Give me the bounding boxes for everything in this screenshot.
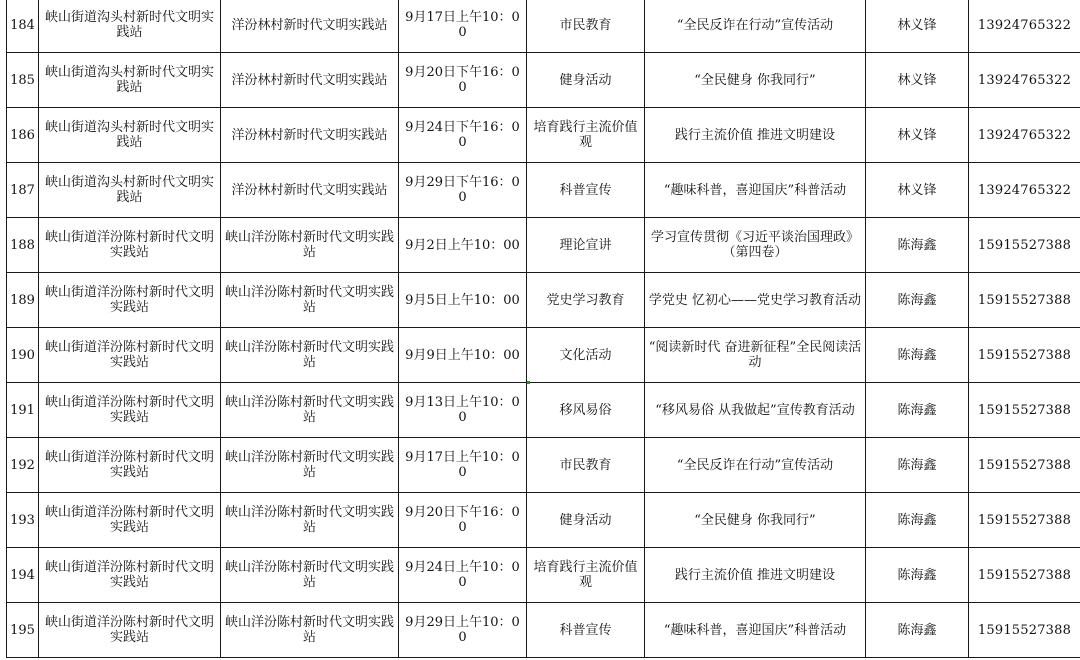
activity-cell[interactable]: 学习宣传贯彻《习近平谈治国理政》（第四卷）: [645, 218, 866, 273]
category-cell[interactable]: 健身活动: [527, 493, 645, 548]
site-name-cell[interactable]: 峡山洋汾陈村新时代文明实践站: [221, 383, 399, 438]
table-row: [7, 53, 1080, 108]
site-name-cell[interactable]: 洋汾林村新时代文明实践站: [221, 53, 399, 108]
contact-person-cell[interactable]: 陈海鑫: [866, 548, 969, 603]
time-cell[interactable]: 9月17日上午10：00: [399, 0, 527, 53]
town-station-cell[interactable]: 峡山街道洋汾陈村新时代文明实践站: [39, 548, 221, 603]
contact-person-cell[interactable]: 林义锋: [866, 163, 969, 218]
town-station-cell[interactable]: 峡山街道洋汾陈村新时代文明实践站: [39, 493, 221, 548]
category-cell[interactable]: 科普宣传: [527, 603, 645, 658]
contact-person-cell[interactable]: 陈海鑫: [866, 438, 969, 493]
table-row: [7, 273, 1080, 328]
category-cell[interactable]: 市民教育: [527, 438, 645, 493]
row-number-cell[interactable]: 195: [7, 603, 39, 658]
row-number-cell[interactable]: 193: [7, 493, 39, 548]
row-number-cell[interactable]: 190: [7, 328, 39, 383]
site-name-cell[interactable]: 峡山洋汾陈村新时代文明实践站: [221, 218, 399, 273]
activity-cell[interactable]: “全民健身 你我同行”: [645, 493, 866, 548]
row-number-cell[interactable]: 186: [7, 108, 39, 163]
town-station-cell[interactable]: 峡山街道沟头村新时代文明实践站: [39, 108, 221, 163]
table-row: [7, 108, 1080, 163]
site-name-cell[interactable]: 洋汾林村新时代文明实践站: [221, 163, 399, 218]
row-number-cell[interactable]: 184: [7, 0, 39, 53]
contact-person-cell[interactable]: 林义锋: [866, 108, 969, 163]
time-cell[interactable]: 9月5日上午10：00: [399, 273, 527, 328]
town-station-cell[interactable]: 峡山街道洋汾陈村新时代文明实践站: [39, 218, 221, 273]
activity-cell[interactable]: “趣味科普，喜迎国庆”科普活动: [645, 603, 866, 658]
row-number-cell[interactable]: 192: [7, 438, 39, 493]
category-cell[interactable]: 移风易俗: [527, 383, 645, 438]
table-row: [7, 603, 1080, 658]
time-cell[interactable]: 9月17日上午10：00: [399, 438, 527, 493]
town-station-cell[interactable]: 峡山街道洋汾陈村新时代文明实践站: [39, 328, 221, 383]
activity-cell[interactable]: “移风易俗 从我做起”宣传教育活动: [645, 383, 866, 438]
row-number-cell[interactable]: 194: [7, 548, 39, 603]
table-row: [7, 0, 1080, 53]
contact-person-cell[interactable]: 陈海鑫: [866, 493, 969, 548]
row-number-cell[interactable]: 191: [7, 383, 39, 438]
table-row: [7, 218, 1080, 273]
phone-cell[interactable]: 13924765322: [969, 53, 1080, 108]
phone-cell[interactable]: 15915527388: [969, 493, 1080, 548]
site-name-cell[interactable]: 洋汾林村新时代文明实践站: [221, 0, 399, 53]
row-number-cell[interactable]: 185: [7, 53, 39, 108]
time-cell[interactable]: 9月24日下午16：00: [399, 108, 527, 163]
town-station-cell[interactable]: 峡山街道洋汾陈村新时代文明实践站: [39, 603, 221, 658]
town-station-cell[interactable]: 峡山街道沟头村新时代文明实践站: [39, 53, 221, 108]
town-station-cell[interactable]: 峡山街道洋汾陈村新时代文明实践站: [39, 383, 221, 438]
phone-cell[interactable]: 13924765322: [969, 0, 1080, 53]
contact-person-cell[interactable]: 陈海鑫: [866, 603, 969, 658]
table-row: [7, 383, 1080, 438]
contact-person-cell[interactable]: 陈海鑫: [866, 273, 969, 328]
table-row: [7, 548, 1080, 603]
category-cell[interactable]: 市民教育: [527, 0, 645, 53]
town-station-cell[interactable]: 峡山街道洋汾陈村新时代文明实践站: [39, 438, 221, 493]
phone-cell[interactable]: 15915527388: [969, 273, 1080, 328]
category-cell[interactable]: 理论宣讲: [527, 218, 645, 273]
contact-person-cell[interactable]: 林义锋: [866, 0, 969, 53]
phone-cell[interactable]: 15915527388: [969, 548, 1080, 603]
town-station-cell[interactable]: 峡山街道沟头村新时代文明实践站: [39, 0, 221, 53]
time-cell[interactable]: 9月20日下午16：00: [399, 53, 527, 108]
activity-cell[interactable]: “全民反诈在行动”宣传活动: [645, 438, 866, 493]
time-cell[interactable]: 9月9日上午10：00: [399, 328, 527, 383]
phone-cell[interactable]: 13924765322: [969, 163, 1080, 218]
table-row: [7, 328, 1080, 383]
town-station-cell[interactable]: 峡山街道洋汾陈村新时代文明实践站: [39, 273, 221, 328]
phone-cell[interactable]: 13924765322: [969, 108, 1080, 163]
site-name-cell[interactable]: 峡山洋汾陈村新时代文明实践站: [221, 328, 399, 383]
time-cell[interactable]: 9月29日上午10：00: [399, 603, 527, 658]
time-cell[interactable]: 9月2日上午10：00: [399, 218, 527, 273]
site-name-cell[interactable]: 峡山洋汾陈村新时代文明实践站: [221, 493, 399, 548]
contact-person-cell[interactable]: 陈海鑫: [866, 218, 969, 273]
phone-cell[interactable]: 15915527388: [969, 383, 1080, 438]
category-cell[interactable]: 党史学习教育: [527, 273, 645, 328]
activity-cell[interactable]: 践行主流价值 推进文明建设: [645, 108, 866, 163]
site-name-cell[interactable]: 峡山洋汾陈村新时代文明实践站: [221, 438, 399, 493]
site-name-cell[interactable]: 峡山洋汾陈村新时代文明实践站: [221, 273, 399, 328]
contact-person-cell[interactable]: 陈海鑫: [866, 383, 969, 438]
time-cell[interactable]: 9月13日上午10：00: [399, 383, 527, 438]
category-cell[interactable]: 科普宣传: [527, 163, 645, 218]
phone-cell[interactable]: 15915527388: [969, 218, 1080, 273]
table-row: [7, 438, 1080, 493]
time-cell[interactable]: 9月29日下午16：00: [399, 163, 527, 218]
table-row: [7, 493, 1080, 548]
time-cell[interactable]: 9月24日上午10：00: [399, 548, 527, 603]
site-name-cell[interactable]: 峡山洋汾陈村新时代文明实践站: [221, 603, 399, 658]
contact-person-cell[interactable]: 陈海鑫: [866, 328, 969, 383]
phone-cell[interactable]: 15915527388: [969, 438, 1080, 493]
phone-cell[interactable]: 15915527388: [969, 603, 1080, 658]
schedule-table: [6, 0, 1080, 658]
activity-cell[interactable]: 学党史 忆初心——党史学习教育活动: [645, 273, 866, 328]
activity-cell[interactable]: “阅读新时代 奋进新征程”全民阅读活动: [645, 328, 866, 383]
category-cell[interactable]: 培育践行主流价值观: [527, 108, 645, 163]
row-number-cell[interactable]: 188: [7, 218, 39, 273]
site-name-cell[interactable]: 峡山洋汾陈村新时代文明实践站: [221, 548, 399, 603]
category-cell[interactable]: 健身活动: [527, 53, 645, 108]
row-number-cell[interactable]: 189: [7, 273, 39, 328]
category-cell[interactable]: 文化活动: [527, 328, 645, 383]
activity-cell[interactable]: “趣味科普，喜迎国庆”科普活动: [645, 163, 866, 218]
town-station-cell[interactable]: 峡山街道沟头村新时代文明实践站: [39, 163, 221, 218]
activity-cell[interactable]: “全民健身 你我同行”: [645, 53, 866, 108]
row-number-cell[interactable]: 187: [7, 163, 39, 218]
cell-selection-marker: [527, 381, 530, 384]
table-row: [7, 163, 1080, 218]
site-name-cell[interactable]: 洋汾林村新时代文明实践站: [221, 108, 399, 163]
phone-cell[interactable]: 15915527388: [969, 328, 1080, 383]
time-cell[interactable]: 9月20日下午16：00: [399, 493, 527, 548]
category-cell[interactable]: 培育践行主流价值观: [527, 548, 645, 603]
activity-cell[interactable]: “全民反诈在行动”宣传活动: [645, 0, 866, 53]
contact-person-cell[interactable]: 林义锋: [866, 53, 969, 108]
activity-cell[interactable]: 践行主流价值 推进文明建设: [645, 548, 866, 603]
